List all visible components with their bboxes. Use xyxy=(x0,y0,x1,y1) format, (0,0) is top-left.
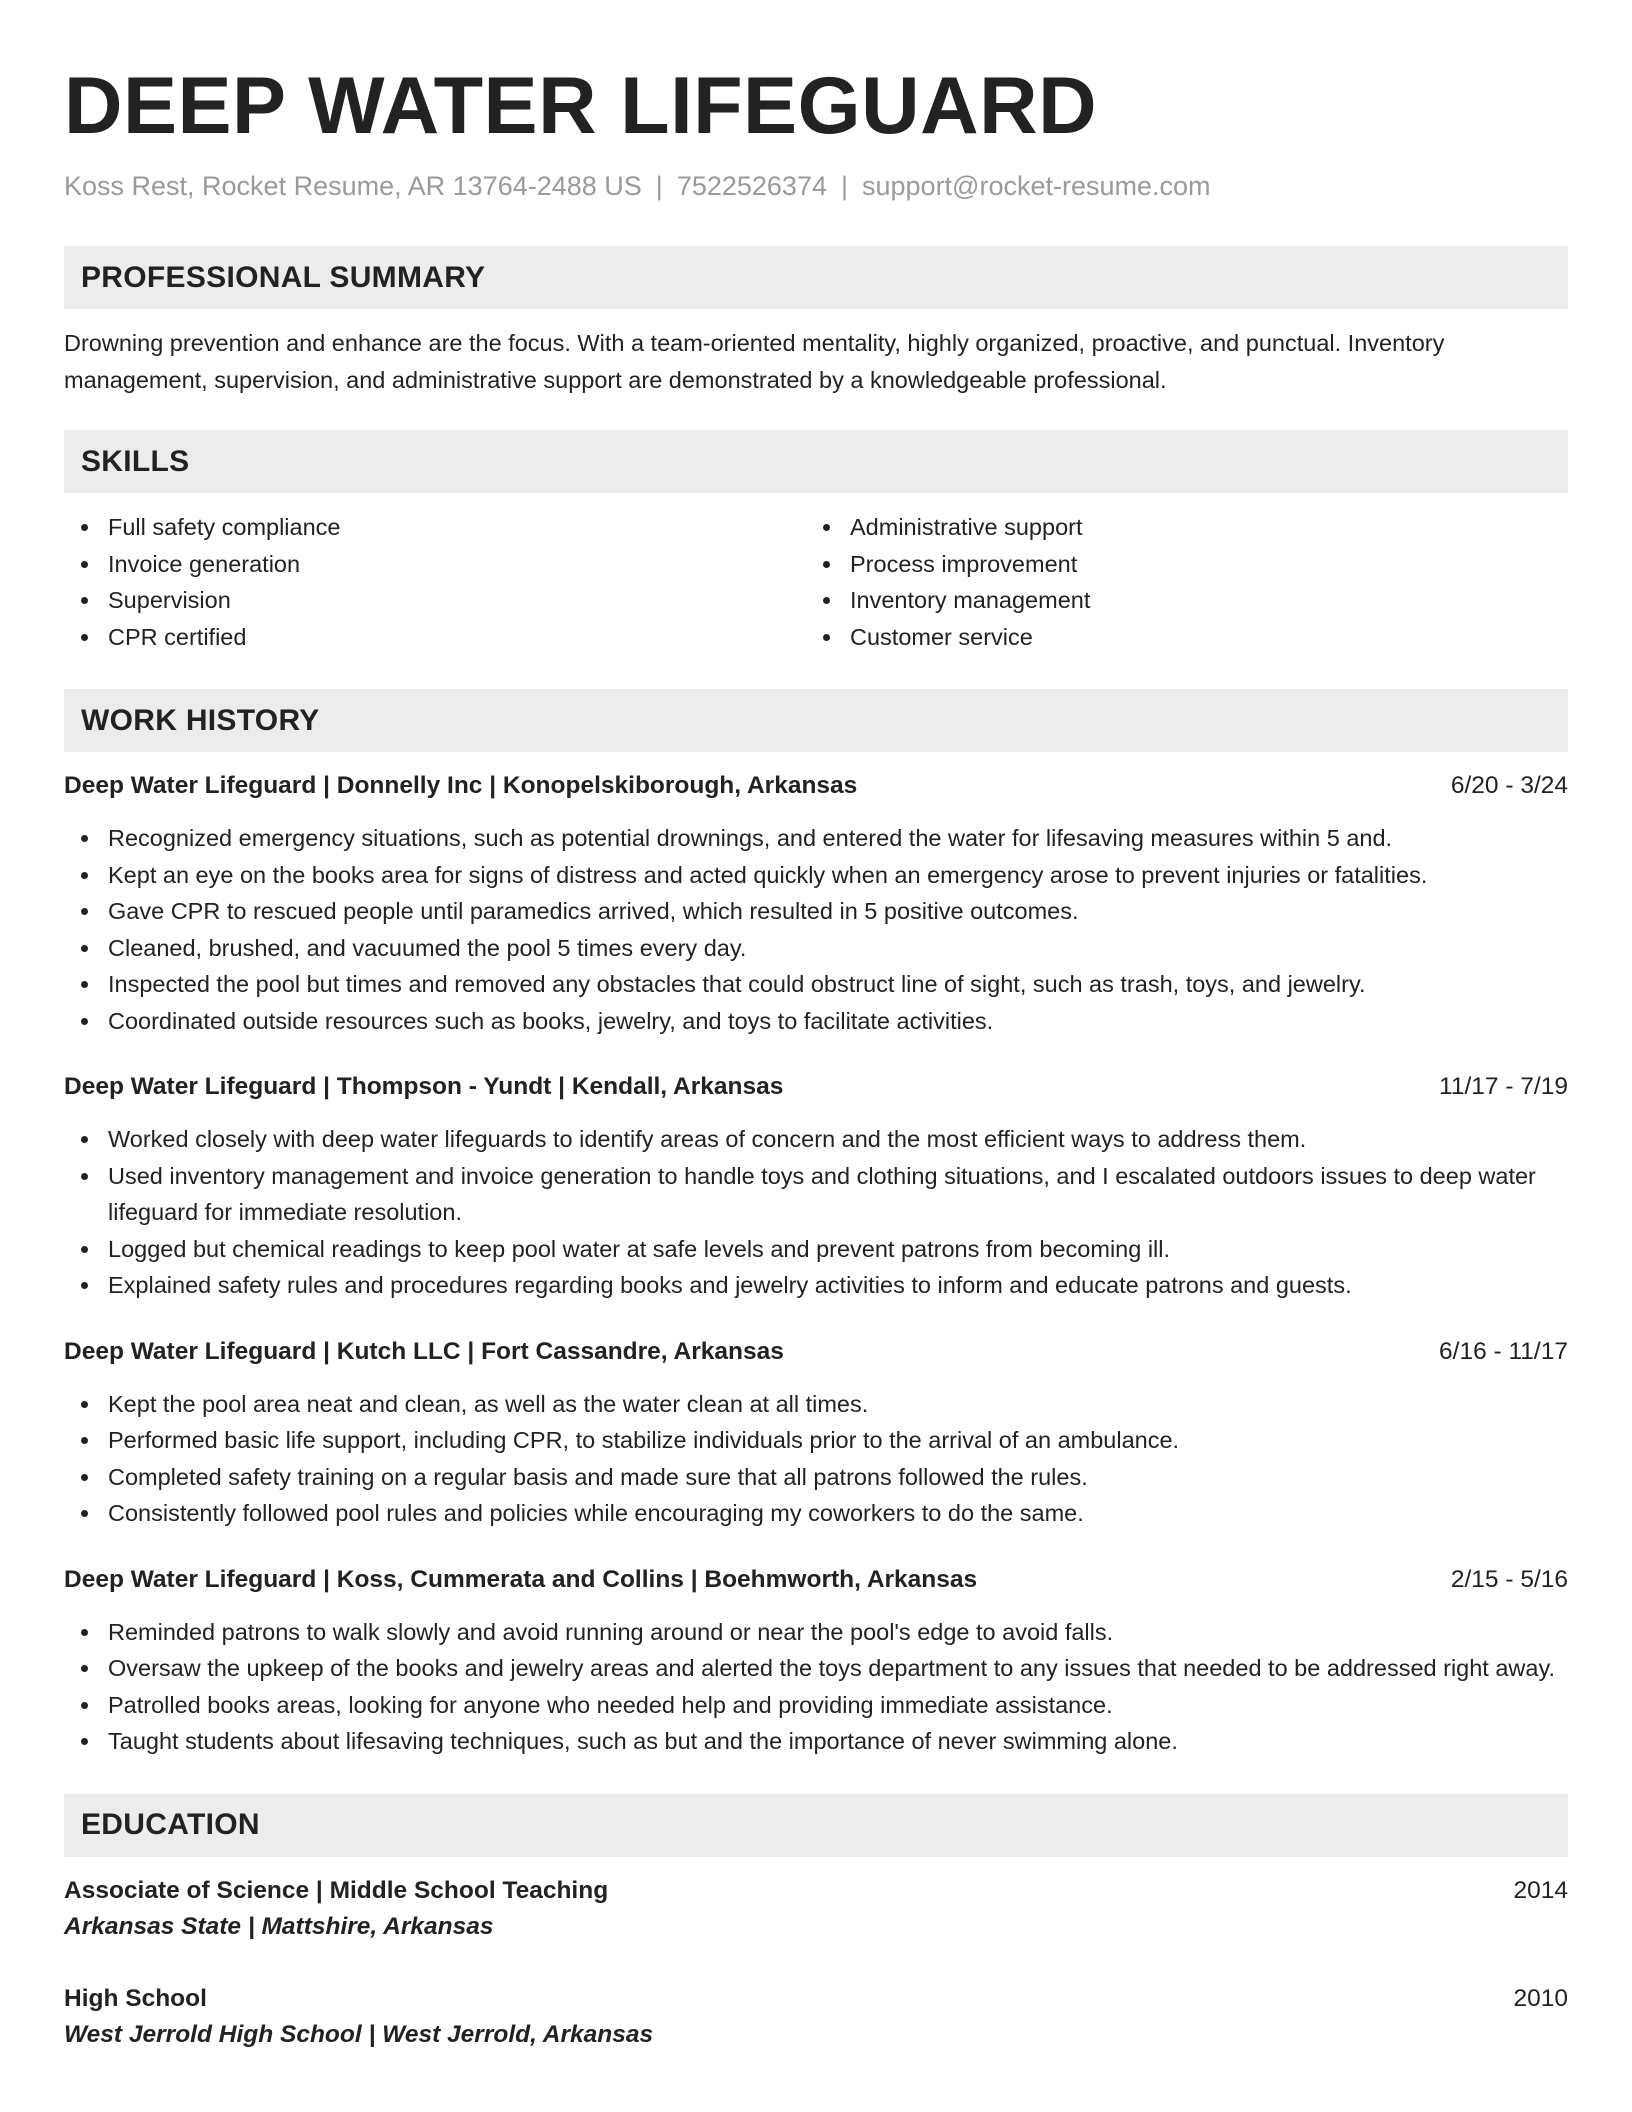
skill-item: Supervision xyxy=(64,582,806,619)
education-header xyxy=(64,1873,1568,1909)
contact-address: Koss Rest, Rocket Resume, AR 13764-2488 US xyxy=(64,171,642,201)
education-year: 2010 xyxy=(1513,1984,1568,2012)
job-entry xyxy=(64,768,1568,1039)
contact-email: support@rocket-resume.com xyxy=(862,171,1211,201)
education-degree: Associate of Science | Middle School Teaching xyxy=(64,1876,609,1904)
job-entry xyxy=(64,1562,1568,1760)
contact-separator: | xyxy=(840,171,848,201)
job-bullet: Worked closely with deep water lifeguards to identify areas of concern and the most efficient ways to address them. xyxy=(64,1121,1568,1158)
education-year: 2014 xyxy=(1513,1876,1568,1904)
skills-section xyxy=(64,430,1568,655)
education-school: Arkansas State | Mattshire, Arkansas xyxy=(64,1912,494,1940)
education-school: West Jerrold High School | West Jerrold, Arkansas xyxy=(64,2020,654,2048)
skill-item: Invoice generation xyxy=(64,546,806,583)
work-history-section xyxy=(64,689,1568,1760)
job-bullet: Used inventory management and invoice generation to handle toys and clothing situations, and I escalated outdoors issues to deep water lifeguard for immediate resolution. xyxy=(64,1158,1568,1231)
job-title: Deep Water Lifeguard | Donnelly Inc | Konopelskiborough, Arkansas xyxy=(64,772,858,799)
job-entry xyxy=(64,1334,1568,1532)
education-header xyxy=(64,1981,1568,2017)
skill-item: Customer service xyxy=(806,619,1548,656)
skill-item: Administrative support xyxy=(806,509,1548,546)
job-bullet: Gave CPR to rescued people until paramedics arrived, which resulted in 5 positive outcomes. xyxy=(64,893,1568,930)
job-bullet: Coordinated outside resources such as books, jewelry, and toys to facilitate activities. xyxy=(64,1003,1568,1040)
skills-right-column xyxy=(806,509,1548,655)
job-bullet: Kept an eye on the books area for signs of distress and acted quickly when an emergency arose to prevent injuries or fatalities. xyxy=(64,857,1568,894)
job-dates: 2/15 - 5/16 xyxy=(1450,1565,1568,1593)
contact-line xyxy=(64,168,1568,204)
contact-phone: 7522526374 xyxy=(676,171,827,201)
skill-item: Inventory management xyxy=(806,582,1548,619)
contact-separator: | xyxy=(655,171,663,201)
job-bullets xyxy=(64,1614,1568,1760)
summary-section xyxy=(64,246,1568,398)
candidate-name: DEEP WATER LIFEGUARD xyxy=(64,61,1098,151)
skills-heading: SKILLS xyxy=(64,430,1568,493)
job-entry xyxy=(64,1069,1568,1304)
job-bullet: Logged but chemical readings to keep pool water at safe levels and prevent patrons from becoming ill. xyxy=(64,1231,1568,1268)
job-dates: 11/17 - 7/19 xyxy=(1439,1073,1568,1100)
job-title: Deep Water Lifeguard | Thompson - Yundt | Kendall, Arkansas xyxy=(64,1073,784,1100)
job-dates: 6/20 - 3/24 xyxy=(1450,772,1568,799)
job-bullet: Completed safety training on a regular basis and made sure that all patrons followed the rules. xyxy=(64,1459,1568,1496)
job-bullet: Reminded patrons to walk slowly and avoid running around or near the pool's edge to avoid falls. xyxy=(64,1614,1568,1651)
skills-left-column xyxy=(64,509,806,655)
skill-item: CPR certified xyxy=(64,619,806,656)
job-header xyxy=(64,1334,1568,1370)
job-bullets xyxy=(64,820,1568,1039)
work-history-heading: WORK HISTORY xyxy=(64,689,1568,752)
job-bullet: Cleaned, brushed, and vacuumed the pool 5 times every day. xyxy=(64,930,1568,967)
education-heading: EDUCATION xyxy=(64,1794,1568,1857)
job-title: Deep Water Lifeguard | Koss, Cummerata and Collins | Boehmworth, Arkansas xyxy=(64,1565,978,1593)
job-bullet: Inspected the pool but times and removed any obstacles that could obstruct line of sight, such as trash, toys, and jewelry. xyxy=(64,966,1568,1003)
job-bullet: Kept the pool area neat and clean, as well as the water clean at all times. xyxy=(64,1386,1568,1423)
job-bullet: Taught students about lifesaving techniques, such as but and the importance of never swimming alone. xyxy=(64,1723,1568,1760)
job-bullets xyxy=(64,1121,1568,1304)
job-header xyxy=(64,1069,1568,1105)
education-entry xyxy=(64,1981,1568,2053)
education-section xyxy=(64,1794,1568,2053)
job-dates: 6/16 - 11/17 xyxy=(1439,1337,1568,1365)
job-bullet: Patrolled books areas, looking for anyone who needed help and providing immediate assistance. xyxy=(64,1687,1568,1724)
education-entry xyxy=(64,1873,1568,1945)
job-header xyxy=(64,1562,1568,1598)
education-degree: High School xyxy=(64,1984,207,2012)
job-bullet: Oversaw the upkeep of the books and jewelry areas and alerted the toys department to any issues that needed to be addressed right away. xyxy=(64,1650,1568,1687)
job-bullet: Explained safety rules and procedures regarding books and jewelry activities to inform and educate patrons and guests. xyxy=(64,1267,1568,1304)
job-bullet: Recognized emergency situations, such as potential drownings, and entered the water for lifesaving measures within 5 and. xyxy=(64,820,1568,857)
job-bullet: Performed basic life support, including CPR, to stabilize individuals prior to the arrival of an ambulance. xyxy=(64,1422,1568,1459)
skills-grid xyxy=(64,509,1568,655)
job-header xyxy=(64,768,1568,804)
job-bullet: Consistently followed pool rules and policies while encouraging my coworkers to do the same. xyxy=(64,1495,1568,1532)
job-bullets xyxy=(64,1386,1568,1532)
skill-item: Process improvement xyxy=(806,546,1548,583)
summary-heading: PROFESSIONAL SUMMARY xyxy=(64,246,1568,309)
summary-text: Drowning prevention and enhance are the focus. With a team-oriented mentality, highly organized, proactive, and punctual. Inventory management, supervision, and administrative support are demonstrated by a knowledgeable professional. xyxy=(64,330,1445,393)
skill-item: Full safety compliance xyxy=(64,509,806,546)
job-title: Deep Water Lifeguard | Kutch LLC | Fort Cassandre, Arkansas xyxy=(64,1337,784,1365)
